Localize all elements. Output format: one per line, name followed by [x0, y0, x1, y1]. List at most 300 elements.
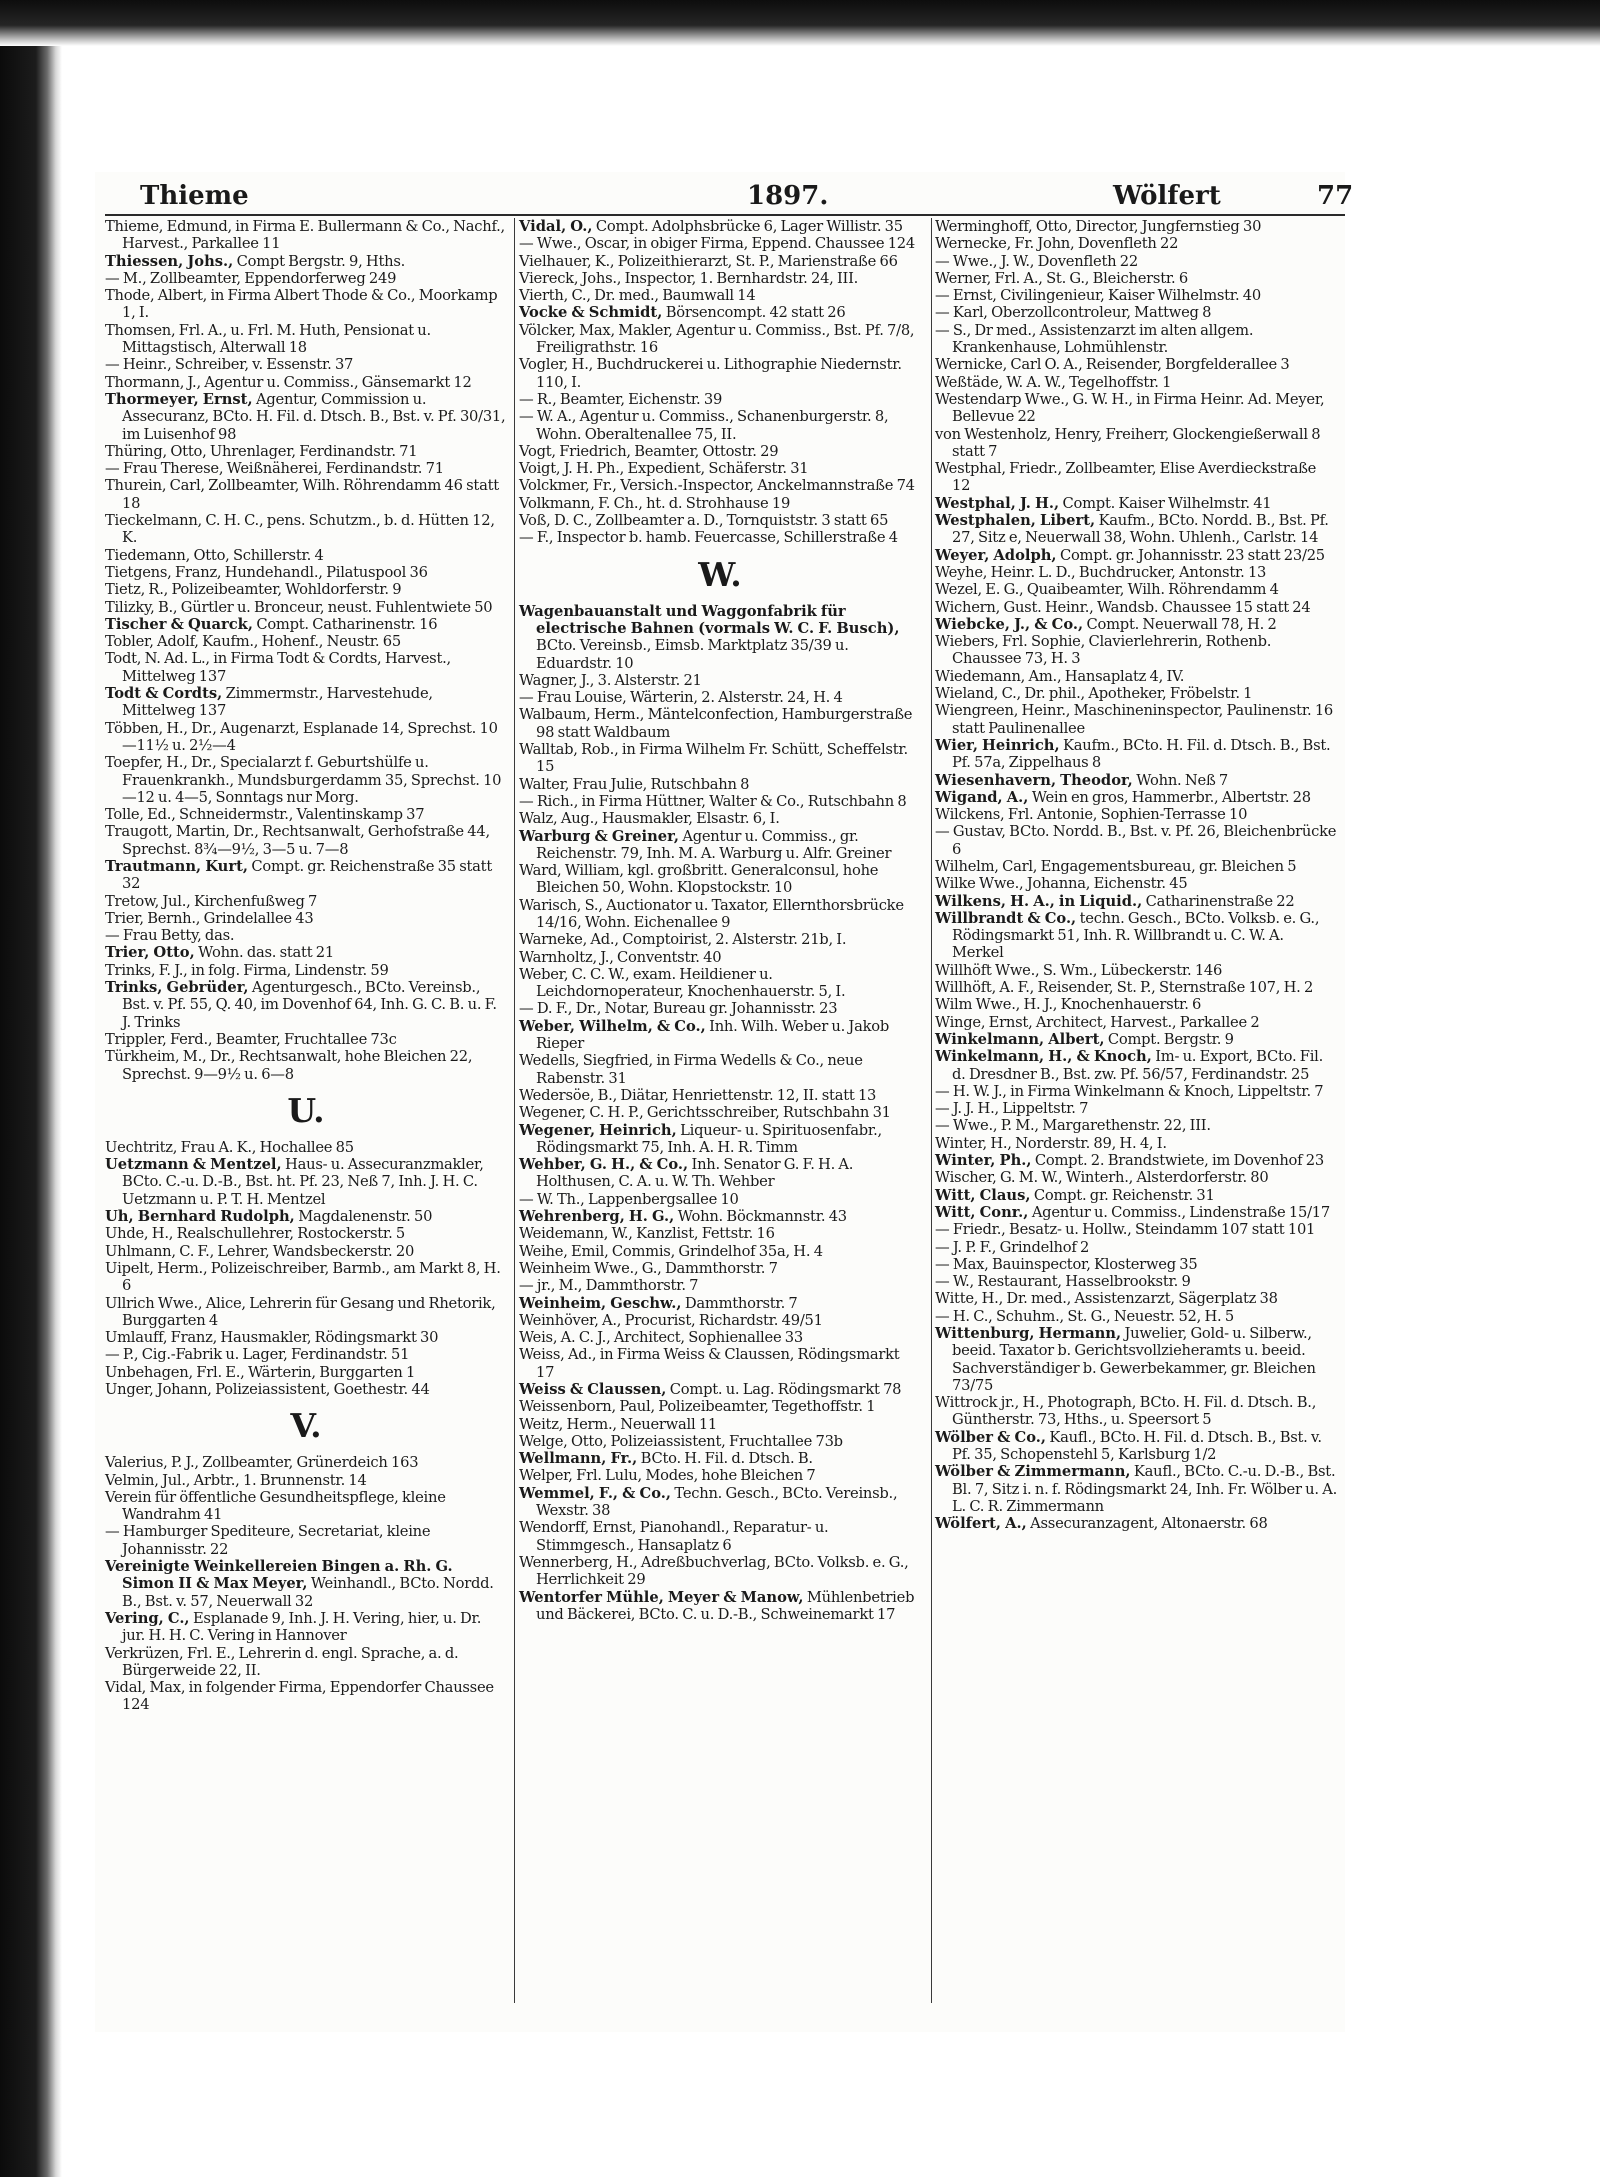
directory-entry — [519, 443, 921, 460]
entry-firm-name: Trinks, Gebrüder, — [105, 979, 249, 997]
directory-entry — [519, 931, 921, 948]
directory-entry — [105, 616, 507, 633]
directory-entry — [105, 1364, 507, 1381]
entry-text: Wagner, J., 3. Alsterstr. 21 — [519, 671, 702, 689]
directory-entry — [105, 322, 507, 357]
directory-entry — [935, 616, 1337, 633]
directory-entry — [105, 1454, 507, 1471]
column-divider-1 — [514, 218, 515, 2003]
entry-text: — J. P. F., Grindelhof 2 — [935, 1238, 1090, 1256]
directory-entry — [519, 810, 921, 827]
entry-text: BCto. Vereinsb., Eimsb. Marktplatz 35/39 u. Eduardstr. 10 — [536, 637, 849, 672]
directory-entry — [105, 547, 507, 564]
directory-entry — [935, 996, 1337, 1013]
entry-text: — W., Restaurant, Hasselbrookstr. 9 — [935, 1273, 1191, 1291]
entry-text: Türkheim, M., Dr., Rechtsanwalt, hohe Bleichen 22, Sprechst. 9—9½ u. 6—8 — [105, 1048, 473, 1083]
entry-firm-name: Wigand, A., — [935, 788, 1029, 806]
entry-text: Wegener, C. H. P., Gerichtsschreiber, Rutschbahn 31 — [519, 1104, 891, 1122]
entry-text: Warnholtz, J., Conventstr. 40 — [519, 948, 722, 966]
entry-text: Assecuranzagent, Altonaerstr. 68 — [1026, 1515, 1268, 1533]
directory-entry — [105, 1346, 507, 1363]
entry-text: Magdalenenstr. 50 — [294, 1208, 433, 1226]
entry-text: — Frau Betty, das. — [105, 927, 235, 945]
entry-text: Compt. u. Lag. Rödingsmarkt 78 — [666, 1381, 902, 1398]
directory-entry — [105, 650, 507, 685]
directory-entry — [519, 495, 921, 512]
entry-text: Vogt, Friedrich, Beamter, Ottostr. 29 — [519, 442, 779, 460]
entry-text: Völcker, Max, Makler, Agentur u. Commiss., Bst. Pf. 7/8, Freiligrathstr. 16 — [519, 321, 915, 357]
entry-text: Westendarp Wwe., G. W. H., in Firma Heinr. Ad. Meyer, Bellevue 22 — [935, 390, 1325, 426]
directory-entry — [105, 1156, 507, 1208]
entry-text: Walz, Aug., Hausmakler, Elsastr. 6, I. — [519, 810, 780, 828]
entry-text: Tieckelmann, C. H. C., pens. Schutzm., b. d. Hütten 12, K. — [105, 512, 495, 547]
entry-text: Thieme, Edmund, in Firma E. Bullermann & Co., Nachf., Harvest., Parkallee 11 — [105, 218, 505, 253]
entry-firm-name: Warburg & Greiner, — [519, 827, 679, 845]
entry-text: Agentur u. Commiss., gr. Reichenstr. 79, Inh. M. A. Warburg u. Alfr. Greiner — [536, 827, 892, 862]
directory-entry — [519, 512, 921, 529]
directory-entry — [935, 1083, 1337, 1100]
directory-entry — [935, 1273, 1337, 1290]
entry-text: Weßtäde, W. A. W., Tegelhoffstr. 1 — [935, 373, 1172, 391]
entry-text: Tietz, R., Polizeibeamter, Wohldorferstr. 9 — [105, 581, 402, 599]
directory-entry — [105, 374, 507, 391]
entry-text: Wiedemann, Am., Hansaplatz 4, IV. — [935, 667, 1185, 685]
directory-entry — [519, 1000, 921, 1017]
entry-text: Compt. Bergstr. 9 — [1104, 1030, 1234, 1048]
entry-text: Warneke, Ad., Comptoirist, 2. Alsterstr. 21b, I. — [519, 931, 847, 949]
entry-text: — Hamburger Spediteure, Secretariat, kleine Johannisstr. 22 — [105, 1523, 431, 1558]
column-divider-2 — [931, 218, 932, 2003]
entry-text: Weiss, Ad., in Firma Weiss & Claussen, Rödingsmarkt 17 — [519, 1346, 900, 1381]
directory-entry — [935, 1187, 1337, 1204]
directory-entry — [519, 1467, 921, 1484]
entry-text: Wein en gros, Hammerbr., Albertstr. 28 — [1028, 788, 1311, 806]
entry-text: Tiedemann, Otto, Schillerstr. 4 — [105, 546, 324, 564]
directory-entry — [105, 685, 507, 720]
entry-text: Verkrüzen, Frl. E., Lehrerin d. engl. Sprache, a. d. Bürgerweide 22, II. — [105, 1644, 459, 1679]
entry-text: Agentur u. Commiss., Lindenstraße 15/17 — [1028, 1203, 1330, 1221]
entry-text: Weinhandl., BCto. Nordd. B., Bst. v. 57, Neuerwall 32 — [122, 1575, 494, 1610]
entry-text: — Max, Bauinspector, Klosterweg 35 — [935, 1255, 1198, 1273]
directory-entry — [935, 599, 1337, 616]
directory-entry — [935, 1239, 1337, 1256]
directory-entry — [935, 685, 1337, 702]
header-year: 1897. — [747, 181, 829, 211]
entry-text: — D. F., Dr., Notar, Bureau gr. Johannisstr. 23 — [519, 1000, 838, 1018]
directory-entry — [519, 270, 921, 287]
entry-text: Thomsen, Frl. A., u. Frl. M. Huth, Pensionat u. Mittagstisch, Alterwall 18 — [105, 321, 431, 357]
entry-text: Mühlenbetrieb und Bäckerei, BCto. C. u. D.-B., Schweinemarkt 17 — [536, 1588, 915, 1623]
directory-entry — [935, 218, 1337, 235]
directory-entry — [519, 1018, 921, 1053]
entry-text: Uhde, H., Realschullehrer, Rostockerstr. 5 — [105, 1225, 406, 1243]
entry-text: Uhlmann, C. F., Lehrer, Wandsbeckerstr. 20 — [105, 1242, 415, 1260]
entry-text: Compt Bergstr. 9, Hths. — [233, 252, 406, 270]
directory-entry — [935, 1256, 1337, 1273]
entry-firm-name: Witt, Claus, — [935, 1186, 1031, 1204]
entry-text: Compt. Catharinenstr. 16 — [252, 615, 438, 633]
directory-entry — [935, 910, 1337, 962]
entry-text: Weinheim Wwe., G., Dammthorstr. 7 — [519, 1259, 778, 1277]
entry-text: Thurein, Carl, Zollbeamter, Wilh. Röhrendamm 46 statt 18 — [105, 477, 499, 512]
directory-entry — [935, 668, 1337, 685]
directory-entry — [105, 443, 507, 460]
entry-text: Witte, H., Dr. med., Assistenzarzt, Sägerplatz 38 — [935, 1290, 1278, 1308]
header-right-catchword: Wölfert — [1113, 181, 1221, 211]
directory-entry — [519, 1156, 921, 1191]
directory-entry — [935, 737, 1337, 772]
directory-entry — [935, 893, 1337, 910]
entry-text: — P., Cig.-Fabrik u. Lager, Ferdinandstr. 51 — [105, 1346, 410, 1364]
directory-entry — [935, 1152, 1337, 1169]
entry-text: Walltab, Rob., in Firma Wilhelm Fr. Schütt, Scheffelstr. 15 — [519, 741, 908, 776]
entry-text: Esplanade 9, Inh. J. H. Vering, hier, u. Dr. jur. H. H. C. Vering in Hannover — [122, 1609, 482, 1645]
entry-text: Im- u. Export, BCto. Fil. d. Dresdner B., Bst. zw. Pf. 56/57, Ferdinandstr. 25 — [952, 1048, 1324, 1083]
directory-entry — [935, 823, 1337, 858]
entry-firm-name: Wemmel, F., & Co., — [519, 1484, 671, 1502]
directory-entry — [105, 1243, 507, 1260]
directory-entry — [519, 741, 921, 776]
entry-text: BCto. H. Fil. d. Dtsch. B. — [637, 1450, 813, 1468]
entry-text: Trinks, F. J., in folg. Firma, Lindenstr. 59 — [105, 961, 389, 979]
section-letter: U. — [287, 1090, 325, 1130]
directory-column-2 — [519, 218, 921, 1623]
entry-text: Inh. Wilh. Weber u. Jakob Rieper — [536, 1017, 889, 1053]
directory-entry — [935, 1221, 1337, 1238]
directory-entry — [935, 304, 1337, 321]
directory-entry — [519, 689, 921, 706]
entry-text: Wilckens, Frl. Antonie, Sophien-Terrasse 10 — [935, 806, 1248, 824]
directory-entry — [105, 253, 507, 270]
directory-entry — [935, 1204, 1337, 1221]
entry-firm-name: Tischer & Quarck, — [105, 615, 253, 633]
entry-text: Wendorff, Ernst, Pianohandl., Reparatur- u. Stimmgesch., Hansaplatz 6 — [519, 1519, 829, 1554]
directory-entry — [519, 1416, 921, 1433]
entry-firm-name: Vereinigte Weinkellereien Bingen a. Rh. G. Simon II & Max Meyer, — [105, 1558, 453, 1593]
directory-entry — [935, 270, 1337, 287]
directory-entry — [105, 1031, 507, 1048]
entry-text: Traugott, Martin, Dr., Rechtsanwalt, Gerhofstraße 44, Sprechst. 8¾—9½, 3—5 u. 7—8 — [105, 823, 490, 858]
directory-entry — [105, 356, 507, 373]
directory-entry — [105, 806, 507, 823]
directory-entry — [105, 1558, 507, 1610]
directory-entry — [519, 322, 921, 357]
entry-text: Ullrich Wwe., Alice, Lehrerin für Gesang und Rhetorik, Burggarten 4 — [105, 1294, 496, 1329]
directory-entry — [105, 599, 507, 616]
directory-entry — [935, 1031, 1337, 1048]
entry-firm-name: Wölfert, A., — [935, 1515, 1027, 1533]
entry-text: Juwelier, Gold- u. Silberw., beeid. Taxator b. Gerichtsvollzieheramts u. beeid. Sachverständiger b. Gewerbekammer, gr. Bleichen 73/75 — [952, 1325, 1316, 1394]
entry-text: Wedells, Siegfried, in Firma Wedells & Co., neue Rabenstr. 31 — [519, 1052, 863, 1087]
entry-text: — Wwe., Oscar, in obiger Firma, Eppend. Chaussee 124 — [519, 235, 916, 253]
entry-text: Winter, H., Norderstr. 89, H. 4, I. — [935, 1134, 1167, 1152]
entry-text: Wennerberg, H., Adreßbuchverlag, BCto. Volksb. e. G., Herrlichkeit 29 — [519, 1553, 909, 1589]
entry-text: Tietgens, Franz, Hundehandl., Pilatuspool 36 — [105, 563, 428, 581]
entry-text: Vogler, H., Buchdruckerei u. Lithographie Niedernstr. 110, I. — [519, 356, 902, 391]
entry-firm-name: Thormeyer, Ernst, — [105, 390, 253, 408]
entry-firm-name: Uetzmann & Mentzel, — [105, 1156, 282, 1174]
entry-firm-name: Trautmann, Kurt, — [105, 857, 248, 875]
entry-firm-name: Wagenbauanstalt und Waggonfabrik für electrische Bahnen (vormals W. C. F. Busch), — [519, 602, 900, 637]
directory-entry — [105, 1381, 507, 1398]
directory-entry — [519, 304, 921, 321]
entry-text: — Karl, Oberzollcontroleur, Mattweg 8 — [935, 304, 1212, 322]
directory-entry — [519, 1450, 921, 1467]
entry-text: Unbehagen, Frl. E., Wärterin, Burggarten 1 — [105, 1363, 416, 1381]
directory-entry — [935, 356, 1337, 373]
directory-entry — [105, 858, 507, 893]
directory-entry — [105, 1472, 507, 1489]
directory-entry — [935, 547, 1337, 564]
directory-entry — [519, 1554, 921, 1589]
directory-entry — [935, 1117, 1337, 1134]
entry-text: Willhöft, A. F., Reisender, St. P., Sternstraße 107, H. 2 — [935, 979, 1314, 997]
entry-text: Kaufm., BCto. Nordd. B., Bst. Pf. 27, Sitz e, Neuerwall 38, Wohn. Uhlenh., Carlstr. 14 — [952, 512, 1329, 547]
directory-entry — [935, 495, 1337, 512]
entry-text: Volckmer, Fr., Versich.-Inspector, Anckelmannstraße 74 — [519, 477, 915, 495]
entry-firm-name: Wehber, G. H., & Co., — [519, 1156, 689, 1174]
directory-entry — [519, 1243, 921, 1260]
entry-firm-name: Winkelmann, H., & Knoch, — [935, 1048, 1152, 1066]
entry-text: Warisch, S., Auctionator u. Taxator, Ellernthorsbrücke 14/16, Wohn. Eichenallee 9 — [519, 896, 904, 931]
directory-entry — [519, 1277, 921, 1294]
entry-firm-name: Weber, Wilhelm, & Co., — [519, 1017, 706, 1035]
directory-entry — [519, 1295, 921, 1312]
entry-firm-name: Witt, Conr., — [935, 1203, 1029, 1221]
entry-firm-name: Thiessen, Johs., — [105, 252, 234, 270]
directory-entry — [519, 1225, 921, 1242]
entry-firm-name: Wittenburg, Hermann, — [935, 1325, 1122, 1342]
directory-entry — [519, 1208, 921, 1225]
entry-firm-name: Wölber & Zimmermann, — [935, 1463, 1131, 1481]
entry-firm-name: Wölber & Co., — [935, 1428, 1046, 1446]
directory-entry — [935, 875, 1337, 892]
entry-text: Werminghoff, Otto, Director, Jungfernstieg 30 — [935, 218, 1262, 235]
entry-text: Thormann, J., Agentur u. Commiss., Gänsemarkt 12 — [105, 373, 472, 391]
directory-entry — [519, 391, 921, 408]
entry-text: — Heinr., Schreiber, v. Essenstr. 37 — [105, 356, 354, 374]
entry-text: Compt. gr. Reichenstraße 35 statt 32 — [122, 857, 492, 893]
directory-entry — [105, 270, 507, 287]
entry-firm-name: Wegener, Heinrich, — [519, 1121, 677, 1139]
entry-text: Wilm Wwe., H. J., Knochenhauerstr. 6 — [935, 996, 1202, 1014]
directory-entry — [105, 1295, 507, 1330]
entry-text: Unger, Johann, Polizeiassistent, Goethestr. 44 — [105, 1381, 430, 1398]
entry-text: — M., Zollbeamter, Eppendorferweg 249 — [105, 269, 397, 287]
entry-text: Wezel, E. G., Quaibeamter, Wilh. Röhrendamm 4 — [935, 581, 1279, 599]
entry-text: Kaufm., BCto. H. Fil. d. Dtsch. B., Bst. Pf. 57a, Zippelhaus 8 — [952, 736, 1331, 772]
entry-text: — Ernst, Civilingenieur, Kaiser Wilhelmstr. 40 — [935, 287, 1261, 305]
directory-entry — [519, 1589, 921, 1624]
entry-text: Willhöft Wwe., S. Wm., Lübeckerstr. 146 — [935, 961, 1223, 979]
directory-entry — [105, 581, 507, 598]
directory-entry — [935, 1048, 1337, 1083]
directory-entry — [935, 1429, 1337, 1464]
entry-text: Compt. 2. Brandstwiete, im Dovenhof 23 — [1031, 1152, 1324, 1170]
entry-text: — H. W. J., in Firma Winkelmann & Knoch, Lippeltstr. 7 — [935, 1082, 1324, 1100]
entry-text: — R., Beamter, Eichenstr. 39 — [519, 390, 723, 408]
directory-entry — [935, 1515, 1337, 1532]
entry-text: Umlauff, Franz, Hausmakler, Rödingsmarkt 30 — [105, 1329, 439, 1347]
directory-entry — [519, 1329, 921, 1346]
entry-firm-name: Todt & Cordts, — [105, 685, 223, 703]
directory-entry — [519, 1104, 921, 1121]
entry-text: Wohn. Neß 7 — [1132, 771, 1229, 789]
entry-text: Weidemann, W., Kanzlist, Fettstr. 16 — [519, 1225, 775, 1243]
entry-text: Wiebers, Frl. Sophie, Clavierlehrerin, Rothenb. Chaussee 73, H. 3 — [935, 633, 1272, 668]
entry-text: Ward, William, kgl. großbritt. Generalconsul, hohe Bleichen 50, Wohn. Klopstockstr. 10 — [519, 862, 879, 897]
entry-text: Thode, Albert, in Firma Albert Thode & Co., Moorkamp 1, I. — [105, 287, 498, 322]
directory-entry — [105, 720, 507, 755]
entry-text: Wilhelm, Carl, Engagementsbureau, gr. Bleichen 5 — [935, 857, 1297, 875]
entry-text: Wernecke, Fr. John, Dovenfleth 22 — [935, 235, 1179, 253]
entry-text: Compt. gr. Johannisstr. 23 statt 23/25 — [1056, 546, 1325, 564]
entry-text: Thüring, Otto, Uhrenlager, Ferdinandstr. 71 — [105, 442, 418, 460]
entry-text: Weinhöver, A., Procurist, Richardstr. 49/51 — [519, 1311, 823, 1329]
entry-firm-name: Uh, Bernhard Rudolph, — [105, 1208, 295, 1226]
entry-text: — H. C., Schuhm., St. G., Neuestr. 52, H. 5 — [935, 1307, 1234, 1325]
header-rule — [105, 214, 1345, 216]
entry-text: Wischer, G. M. W., Winterh., Alsterdorferstr. 80 — [935, 1169, 1269, 1187]
entry-text: Westphal, Friedr., Zollbeamter, Elise Averdieckstraße 12 — [935, 460, 1317, 495]
entry-text: — Frau Therese, Weißnäherei, Ferdinandstr. 71 — [105, 460, 444, 478]
entry-text: Welper, Frl. Lulu, Modes, hohe Bleichen 7 — [519, 1467, 816, 1485]
entry-firm-name: Weinheim, Geschw., — [519, 1294, 682, 1312]
entry-firm-name: Wiesenhavern, Theodor, — [935, 771, 1133, 789]
entry-text: Compt. Neuerwall 78, H. 2 — [1083, 615, 1277, 633]
directory-entry — [935, 426, 1337, 461]
directory-entry — [105, 1208, 507, 1225]
directory-entry — [935, 633, 1337, 668]
entry-text: — Wwe., J. W., Dovenfleth 22 — [935, 252, 1138, 270]
entry-firm-name: Wellmann, Fr., — [519, 1450, 638, 1468]
entry-text: Weyhe, Heinr. L. D., Buchdrucker, Antonstr. 13 — [935, 563, 1267, 581]
entry-text: — jr., M., Dammthorstr. 7 — [519, 1277, 699, 1295]
directory-entry — [105, 893, 507, 910]
directory-entry — [105, 910, 507, 927]
directory-entry — [105, 962, 507, 979]
entry-text: Kaufl., BCto. H. Fil. d. Dtsch. B., Bst. v. Pf. 35, Schopenstehl 5, Karlsburg 1/2 — [952, 1428, 1322, 1464]
directory-entry — [519, 408, 921, 443]
directory-entry — [935, 460, 1337, 495]
entry-text: Agentur, Commission u. Assecuranz, BCto. H. Fil. d. Dtsch. B., Bst. v. Pf. 30/31, im Luisenhof 98 — [122, 390, 506, 443]
entry-text: Weihe, Emil, Commis, Grindelhof 35a, H. 4 — [519, 1242, 823, 1260]
entry-text: Velmin, Jul., Arbtr., 1. Brunnenstr. 14 — [105, 1471, 367, 1489]
directory-entry — [105, 1489, 507, 1524]
entry-text: — F., Inspector b. hamb. Feuercasse, Schillerstraße 4 — [519, 529, 898, 547]
entry-text: — Wwe., P. M., Margarethenstr. 22, III. — [935, 1117, 1211, 1135]
page-number: 77 — [1317, 181, 1354, 211]
entry-text: von Westenholz, Henry, Freiherr, Glockengießerwall 8 statt 7 — [935, 425, 1321, 460]
directory-entry — [935, 1100, 1337, 1117]
directory-entry — [105, 564, 507, 581]
entry-firm-name: Vocke & Schmidt, — [519, 304, 663, 322]
directory-entry — [519, 218, 921, 235]
directory-entry — [105, 1329, 507, 1346]
entry-text: Tretow, Jul., Kirchenfußweg 7 — [105, 892, 318, 910]
directory-entry — [935, 962, 1337, 979]
entry-text: Volkmann, F. Ch., ht. d. Strohhause 19 — [519, 494, 791, 512]
entry-text: Winge, Ernst, Architect, Harvest., Parkallee 2 — [935, 1013, 1260, 1031]
entry-text: Wiengreen, Heinr., Maschineninspector, Paulinenstr. 16 statt Paulinenallee — [935, 702, 1334, 737]
directory-entry — [105, 944, 507, 961]
entry-firm-name: Westphal, J. H., — [935, 494, 1060, 512]
entry-text: Dammthorstr. 7 — [681, 1294, 798, 1312]
directory-column-1 — [105, 218, 507, 1714]
entry-firm-name: Wentorfer Mühle, Meyer & Manow, — [519, 1588, 804, 1606]
entry-text: Trier, Bernh., Grindelallee 43 — [105, 909, 314, 927]
entry-text: Werner, Frl. A., St. G., Bleicherstr. 6 — [935, 269, 1188, 287]
directory-entry — [519, 529, 921, 546]
directory-entry — [105, 927, 507, 944]
entry-text: Börsencompt. 42 statt 26 — [662, 304, 846, 322]
entry-text: Uechtritz, Frau A. K., Hochallee 85 — [105, 1138, 354, 1156]
entry-text: Trippler, Ferd., Beamter, Fruchtallee 73c — [105, 1030, 397, 1048]
directory-entry — [519, 1398, 921, 1415]
directory-entry — [519, 1485, 921, 1520]
entry-text: Wedersöe, B., Diätar, Henriettenstr. 12, II. statt 13 — [519, 1086, 877, 1104]
entry-text: Toepfer, H., Dr., Specialarzt f. Geburtshülfe u. Frauenkrankh., Mundsburgerdamm 35, Sprechst. 10—12 u. 4—5, Sonntags nur Morg. — [105, 754, 502, 806]
entry-text: — W. A., Agentur u. Commiss., Schanenburgerstr. 8, Wohn. Oberaltenallee 75, II. — [519, 408, 889, 443]
entry-text: Wilke Wwe., Johanna, Eichenstr. 45 — [935, 875, 1188, 893]
entry-text: Viereck, Johs., Inspector, 1. Bernhardstr. 24, III. — [519, 269, 859, 287]
directory-entry — [935, 789, 1337, 806]
directory-entry — [105, 633, 507, 650]
entry-text: Kaufl., BCto. C.-u. D.-B., Bst. Bl. 7, Sitz i. n. f. Rödingsmarkt 24, Inh. Fr. Wölber u. A. L. C. R. Zimmermann — [952, 1463, 1337, 1515]
entry-text: Catharinenstraße 22 — [1142, 892, 1295, 910]
directory-entry — [105, 1679, 507, 1714]
entry-text: Többen, H., Dr., Augenarzt, Esplanade 14, Sprechst. 10—11½ u. 2½—4 — [105, 719, 498, 754]
entry-text: Uipelt, Herm., Polizeischreiber, Barmb., am Markt 8, H. 6 — [105, 1259, 501, 1295]
directory-entry — [519, 1122, 921, 1157]
directory-entry — [935, 374, 1337, 391]
entry-text: Valerius, P. J., Zollbeamter, Grünerdeich 163 — [105, 1454, 419, 1472]
directory-entry — [519, 460, 921, 477]
entry-text: Compt. gr. Reichenstr. 31 — [1030, 1186, 1215, 1204]
entry-text: Techn. Gesch., BCto. Vereinsb., Wexstr. 38 — [536, 1484, 898, 1520]
directory-entry — [519, 253, 921, 270]
entry-firm-name: Weiss & Claussen, — [519, 1381, 667, 1398]
directory-entry — [105, 218, 507, 253]
directory-entry — [519, 897, 921, 932]
directory-entry — [519, 235, 921, 252]
entry-text: — Gustav, BCto. Nordd. B., Bst. v. Pf. 26, Bleichenbrücke 6 — [935, 823, 1337, 858]
directory-entry — [519, 776, 921, 793]
entry-text: Weitz, Herm., Neuerwall 11 — [519, 1415, 718, 1433]
entry-text: Wohn. das. statt 21 — [194, 944, 334, 962]
entry-text: Wernicke, Carl O. A., Reisender, Borgfelderallee 3 — [935, 356, 1290, 374]
entry-firm-name: Winkelmann, Albert, — [935, 1030, 1105, 1048]
entry-firm-name: Vidal, O., — [519, 218, 593, 235]
directory-entry — [105, 754, 507, 806]
directory-entry — [935, 512, 1337, 547]
section-letter: W. — [698, 554, 742, 594]
directory-entry — [519, 1191, 921, 1208]
directory-entry — [935, 391, 1337, 426]
directory-entry — [105, 1523, 507, 1558]
entry-firm-name: Wier, Heinrich, — [935, 736, 1060, 754]
directory-entry — [935, 858, 1337, 875]
directory-entry — [519, 287, 921, 304]
entry-text: Wittrock jr., H., Photograph, BCto. H. Fil. d. Dtsch. B., Güntherstr. 73, Hths., u. Speersort 5 — [935, 1394, 1317, 1429]
directory-entry — [519, 672, 921, 689]
entry-text: Zimmermstr., Harvestehude, Mittelweg 137 — [122, 685, 433, 720]
directory-entry — [105, 391, 507, 443]
directory-entry — [519, 828, 921, 863]
entry-text: — Friedr., Besatz- u. Hollw., Steindamm 107 statt 101 — [935, 1221, 1316, 1239]
entry-text: Liqueur- u. Spirituosenfabr., Rödingsmarkt 75, Inh. A. H. R. Timm — [536, 1121, 882, 1156]
directory-entry — [519, 356, 921, 391]
